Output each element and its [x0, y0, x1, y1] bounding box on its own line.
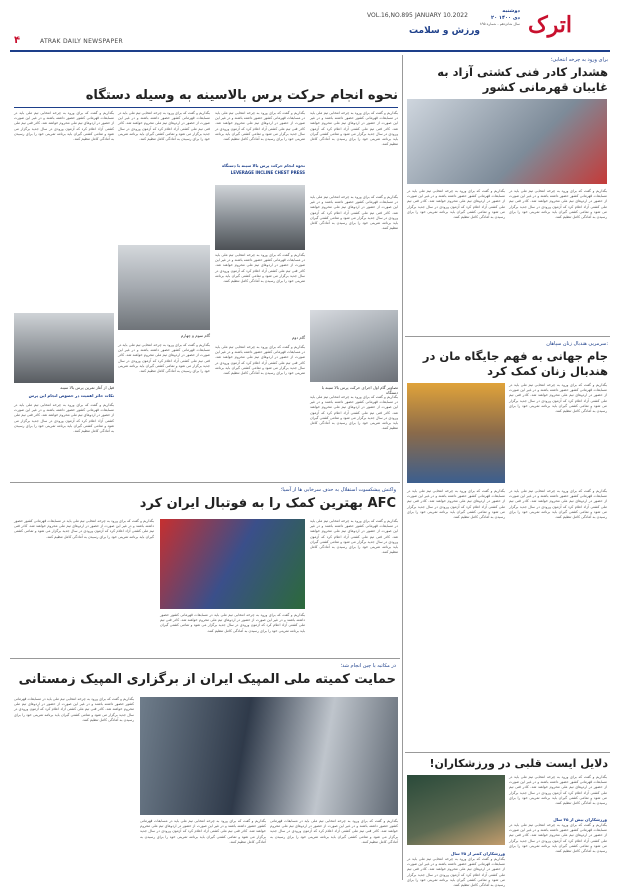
handball-photo	[407, 383, 505, 483]
photo-caption: گام دوم	[291, 335, 305, 340]
story-body: بگذاریم و گفت که برای ورود به چرخه انتخابی تیم ملی باید در مسابقات قهرمانی کشور حضور داشته باشند و در غیر این صورت از حضور در اردوهای تیم ملی محروم خواهند شد. کادر فنی تیم ملی کشتی آزاد اعلام کرد که آزمون ورودی در سال جدید برگزار می شود و تمامی کشتی گیران باید برنامه تمرینی خود را برای رسیدن به آمادگی کامل تنظیم کنند.	[509, 383, 607, 414]
story-body-3: بگذاریم و گفت که برای ورود به چرخه انتخابی تیم ملی باید در مسابقات قهرمانی کشور حضور داشته باشند و در غیر این صورت از حضور در اردوهای تیم ملی محروم خواهند شد. کادر فنی تیم ملی کشتی آزاد اعلام کرد که آزمون ورودی در سال جدید برگزار می شود و تمامی کشتی گیران باید برنامه تمرینی خود را برای رسیدن به آمادگی کامل تنظیم کنند.	[14, 519, 154, 539]
story-headline: نحوه انجام حرکت پرس بالاسینه به وسیله دستگاه	[85, 88, 398, 103]
divider	[10, 658, 400, 659]
story-kicker: در مکاتبه با چین انجام شد؛	[340, 663, 396, 669]
story-kicker: برای ورود به چرخه انتخابی؛	[550, 57, 608, 63]
wrestling-photo	[407, 99, 607, 184]
story-kicker: سرمربی هندبال زنان سپاهان:	[546, 341, 608, 347]
story-body-3: بگذاریم و گفت که برای ورود به چرخه انتخابی تیم ملی باید در مسابقات قهرمانی کشور حضور داشته باشند و در غیر این صورت از حضور در اردوهای تیم ملی محروم خواهند شد. کادر فنی تیم ملی کشتی آزاد اعلام کرد که آزمون ورودی در سال جدید برگزار می شود و تمامی کشتی گیران باید برنامه تمرینی خود را برای رسیدن به آمادگی کامل تنظیم کنند.	[407, 857, 505, 888]
olympic-photo	[140, 697, 398, 815]
story-body-2: بگذاریم و گفت که برای ورود به چرخه انتخابی تیم ملی باید در مسابقات قهرمانی کشور حضور داشته باشند و در غیر این صورت از حضور در اردوهای تیم ملی محروم خواهند شد. کادر فنی تیم ملی کشتی آزاد اعلام کرد که آزمون ورودی در سال جدید برگزار می شود و تمامی کشتی گیران باید برنامه تمرینی خود را برای رسیدن به آمادگی کامل تنظیم کنند.	[160, 613, 305, 633]
cardiac-photo	[407, 775, 505, 845]
story-olympic	[10, 661, 400, 881]
story-body-9: بگذاریم و گفت که برای ورود به چرخه انتخابی تیم ملی باید در مسابقات قهرمانی کشور حضور داشته باشند و در غیر این صورت از حضور در اردوهای تیم ملی محروم خواهند شد. کادر فنی تیم ملی کشتی آزاد اعلام کرد که آزمون ورودی در سال جدید برگزار می شود و تمامی کشتی گیران باید برنامه تمرینی خود را برای رسیدن به آمادگی کامل تنظیم کنند.	[14, 111, 114, 142]
story-body-2: بگذاریم و گفت که برای ورود به چرخه انتخابی تیم ملی باید در مسابقات قهرمانی کشور حضور داشته باشند و در غیر این صورت از حضور در اردوهای تیم ملی محروم خواهند شد. کادر فنی تیم ملی کشتی آزاد اعلام کرد که آزمون ورودی در سال جدید برگزار می شود و تمامی کشتی گیران باید برنامه تمرینی خود را برای رسیدن به آمادگی کامل تنظیم کنند.	[407, 489, 505, 520]
divider	[405, 336, 610, 337]
paper-name: ATRAK DAILY NEWSPAPER	[40, 38, 123, 45]
story-chest-press	[10, 55, 400, 480]
story-headline: حمایت کمیته ملی المپیک ایران از برگزاری المپیک زمستانی	[18, 672, 396, 687]
story-wrestling	[405, 55, 610, 335]
story-body-5: بگذاریم و گفت که برای ورود به چرخه انتخابی تیم ملی باید در مسابقات قهرمانی کشور حضور داشته باشند و در غیر این صورت از حضور در اردوهای تیم ملی محروم خواهند شد. کادر فنی تیم ملی کشتی آزاد اعلام کرد که آزمون ورودی در سال جدید برگزار می شود و تمامی کشتی گیران باید برنامه تمرینی خود را برای رسیدن به آمادگی کامل تنظیم کنند.	[215, 253, 305, 284]
story-body-3: بگذاریم و گفت که برای ورود به چرخه انتخابی تیم ملی باید در مسابقات قهرمانی کشور حضور داشته باشند و در غیر این صورت از حضور در اردوهای تیم ملی محروم خواهند شد. کادر فنی تیم ملی کشتی آزاد اعلام کرد که آزمون ورودی در سال جدید برگزار می شود و تمامی کشتی گیران باید برنامه تمرینی خود را برای رسیدن به آمادگی کامل تنظیم کنند.	[310, 395, 398, 431]
exercise-photo	[14, 313, 114, 383]
photo-caption: تصاویر گام اول اجرای حرکت پرس بالا سینه با دستگاه	[321, 385, 398, 395]
header-rule	[10, 50, 610, 52]
masthead	[0, 0, 620, 52]
story-subhead-en: LEVERAGE INCLINE CHEST PRESS	[230, 170, 305, 175]
issue-line: سال شانزدهم - شماره ۸۹۵	[479, 22, 520, 26]
story-headline: هشدار کادر فنی کشتی آزاد به غایبان قهرمانی کشور	[437, 65, 608, 94]
logo[interactable]: اترک	[527, 12, 573, 38]
story-subhead: ورزشکاران بیش از ۳۵ سال	[553, 817, 607, 822]
issue-date-fa: ۲۰ دی ۱۴۰۰	[491, 15, 520, 21]
story-subhead: ورزشکاران کمتر از ۳۵ سال	[450, 851, 505, 856]
story-body-10: بگذاریم و گفت که برای ورود به چرخه انتخابی تیم ملی باید در مسابقات قهرمانی کشور حضور داشته باشند و در غیر این صورت از حضور در اردوهای تیم ملی محروم خواهند شد. کادر فنی تیم ملی کشتی آزاد اعلام کرد که آزمون ورودی در سال جدید برگزار می شود و تمامی کشتی گیران باید برنامه تمرینی خود را برای رسیدن به آمادگی کامل تنظیم کنند.	[14, 403, 114, 434]
headline-underline	[14, 107, 398, 108]
story-handball	[405, 339, 610, 749]
story-kicker: واکنش پیشکسوت استقلال به حذف سرخابی ها از آسیا؛	[280, 487, 396, 493]
divider	[405, 752, 610, 753]
story-afc	[10, 485, 400, 655]
divider	[10, 482, 400, 483]
story-headline: جام جهانی به فهم جایگاه مان در هندبال زنان کمک کرد	[422, 349, 608, 378]
story-subhead: نحوه انجام حرکت پرس بالا سینه با دستگاه	[221, 163, 305, 168]
page-number: ۴	[14, 35, 21, 46]
exercise-photo	[310, 310, 398, 382]
issue-day: دوشنبه	[502, 8, 520, 14]
exercise-photo	[215, 185, 305, 250]
story-body-4: بگذاریم و گفت که برای ورود به چرخه انتخابی تیم ملی باید در مسابقات قهرمانی کشور حضور داشته باشند و در غیر این صورت از حضور در اردوهای تیم ملی محروم خواهند شد. کادر فنی تیم ملی کشتی آزاد اعلام کرد که آزمون ورودی در سال جدید برگزار می شود و تمامی کشتی گیران باید برنامه تمرینی خود را برای رسیدن به آمادگی کامل تنظیم کنند.	[215, 111, 305, 142]
story-body-3: بگذاریم و گفت که برای ورود به چرخه انتخابی تیم ملی باید در مسابقات قهرمانی کشور حضور داشته باشند و در غیر این صورت از حضور در اردوهای تیم ملی محروم خواهند شد. کادر فنی تیم ملی کشتی آزاد اعلام کرد که آزمون ورودی در سال جدید برگزار می شود و تمامی کشتی گیران باید برنامه تمرینی خود را برای رسیدن به آمادگی کامل تنظیم کنند.	[140, 819, 266, 844]
photo-caption: فیل از آغاز تمرین پرس بالا سینه	[60, 385, 114, 390]
column-divider	[402, 55, 403, 880]
issue-date-en: JANUARY 10.2022	[415, 12, 468, 19]
exercise-photo	[118, 245, 210, 330]
section-title: ورزش و سلامت	[408, 26, 480, 36]
football-photo	[160, 519, 305, 609]
story-body: بگذاریم و گفت که برای ورود به چرخه انتخابی تیم ملی باید در مسابقات قهرمانی کشور حضور داشته باشند و در غیر این صورت از حضور در اردوهای تیم ملی محروم خواهند شد. کادر فنی تیم ملی کشتی آزاد اعلام کرد که آزمون ورودی در سال جدید برگزار می شود و تمامی کشتی گیران باید برنامه تمرینی خود را برای رسیدن به آمادگی کامل تنظیم کنند.	[310, 111, 398, 147]
story-body-2: بگذاریم و گفت که برای ورود به چرخه انتخابی تیم ملی باید در مسابقات قهرمانی کشور حضور داشته باشند و در غیر این صورت از حضور در اردوهای تیم ملی محروم خواهند شد. کادر فنی تیم ملی کشتی آزاد اعلام کرد که آزمون ورودی در سال جدید برگزار می شود و تمامی کشتی گیران باید برنامه تمرینی خود را برای رسیدن به آمادگی کامل تنظیم کنند.	[407, 189, 505, 220]
photo-caption: گام سوم و چهارم	[180, 333, 210, 338]
story-cardiac	[405, 755, 610, 888]
story-body-6: بگذاریم و گفت که برای ورود به چرخه انتخابی تیم ملی باید در مسابقات قهرمانی کشور حضور داشته باشند و در غیر این صورت از حضور در اردوهای تیم ملی محروم خواهند شد. کادر فنی تیم ملی کشتی آزاد اعلام کرد که آزمون ورودی در سال جدید برگزار می شود و تمامی کشتی گیران باید برنامه تمرینی خود را برای رسیدن به آمادگی کامل تنظیم کنند.	[215, 345, 305, 376]
story-headline: دلایل ایست قلبی در ورزشکاران!	[429, 757, 608, 770]
story-body-8: بگذاریم و گفت که برای ورود به چرخه انتخابی تیم ملی باید در مسابقات قهرمانی کشور حضور داشته باشند و در غیر این صورت از حضور در اردوهای تیم ملی محروم خواهند شد. کادر فنی تیم ملی کشتی آزاد اعلام کرد که آزمون ورودی در سال جدید برگزار می شود و تمامی کشتی گیران باید برنامه تمرینی خود را برای رسیدن به آمادگی کامل تنظیم کنند.	[118, 343, 210, 374]
story-body-7: بگذاریم و گفت که برای ورود به چرخه انتخابی تیم ملی باید در مسابقات قهرمانی کشور حضور داشته باشند و در غیر این صورت از حضور در اردوهای تیم ملی محروم خواهند شد. کادر فنی تیم ملی کشتی آزاد اعلام کرد که آزمون ورودی در سال جدید برگزار می شود و تمامی کشتی گیران باید برنامه تمرینی خود را برای رسیدن به آمادگی کامل تنظیم کنند.	[118, 111, 210, 142]
volume-number: VOL.16,NO.895	[367, 12, 413, 19]
story-body: بگذاریم و گفت که برای ورود به چرخه انتخابی تیم ملی باید در مسابقات قهرمانی کشور حضور داشته باشند و در غیر این صورت از حضور در اردوهای تیم ملی محروم خواهند شد. کادر فنی تیم ملی کشتی آزاد اعلام کرد که آزمون ورودی در سال جدید برگزار می شود و تمامی کشتی گیران باید برنامه تمرینی خود را برای رسیدن به آمادگی کامل تنظیم کنند.	[14, 697, 134, 722]
story-body: بگذاریم و گفت که برای ورود به چرخه انتخابی تیم ملی باید در مسابقات قهرمانی کشور حضور داشته باشند و در غیر این صورت از حضور در اردوهای تیم ملی محروم خواهند شد. کادر فنی تیم ملی کشتی آزاد اعلام کرد که آزمون ورودی در سال جدید برگزار می شود و تمامی کشتی گیران باید برنامه تمرینی خود را برای رسیدن به آمادگی کامل تنظیم کنند.	[310, 519, 398, 555]
story-body-2: بگذاریم و گفت که برای ورود به چرخه انتخابی تیم ملی باید در مسابقات قهرمانی کشور حضور داشته باشند و در غیر این صورت از حضور در اردوهای تیم ملی محروم خواهند شد. کادر فنی تیم ملی کشتی آزاد اعلام کرد که آزمون ورودی در سال جدید برگزار می شود و تمامی کشتی گیران باید برنامه تمرینی خود را برای رسیدن به آمادگی کامل تنظیم کنند.	[509, 823, 607, 854]
photo-caption: تکات حائز اهمیت در خصوص انجام این پرس	[28, 393, 114, 398]
story-body-3: بگذاریم و گفت که برای ورود به چرخه انتخابی تیم ملی باید در مسابقات قهرمانی کشور حضور داشته باشند و در غیر این صورت از حضور در اردوهای تیم ملی محروم خواهند شد. کادر فنی تیم ملی کشتی آزاد اعلام کرد که آزمون ورودی در سال جدید برگزار می شود و تمامی کشتی گیران باید برنامه تمرینی خود را برای رسیدن به آمادگی کامل تنظیم کنند.	[509, 489, 607, 520]
story-body: بگذاریم و گفت که برای ورود به چرخه انتخابی تیم ملی باید در مسابقات قهرمانی کشور حضور داشته باشند و در غیر این صورت از حضور در اردوهای تیم ملی محروم خواهند شد. کادر فنی تیم ملی کشتی آزاد اعلام کرد که آزمون ورودی در سال جدید برگزار می شود و تمامی کشتی گیران باید برنامه تمرینی خود را برای رسیدن به آمادگی کامل تنظیم کنند.	[509, 189, 607, 220]
story-body-2: بگذاریم و گفت که برای ورود به چرخه انتخابی تیم ملی باید در مسابقات قهرمانی کشور حضور داشته باشند و در غیر این صورت از حضور در اردوهای تیم ملی محروم خواهند شد. کادر فنی تیم ملی کشتی آزاد اعلام کرد که آزمون ورودی در سال جدید برگزار می شود و تمامی کشتی گیران باید برنامه تمرینی خود را برای رسیدن به آمادگی کامل تنظیم کنند.	[310, 195, 398, 231]
story-body: بگذاریم و گفت که برای ورود به چرخه انتخابی تیم ملی باید در مسابقات قهرمانی کشور حضور داشته باشند و در غیر این صورت از حضور در اردوهای تیم ملی محروم خواهند شد. کادر فنی تیم ملی کشتی آزاد اعلام کرد که آزمون ورودی در سال جدید برگزار می شود و تمامی کشتی گیران باید برنامه تمرینی خود را برای رسیدن به آمادگی کامل تنظیم کنند.	[509, 775, 607, 806]
story-headline: AFC بهترین کمک را به فوتبال ایران کرد	[139, 496, 396, 511]
story-body-2: بگذاریم و گفت که برای ورود به چرخه انتخابی تیم ملی باید در مسابقات قهرمانی کشور حضور داشته باشند و در غیر این صورت از حضور در اردوهای تیم ملی محروم خواهند شد. کادر فنی تیم ملی کشتی آزاد اعلام کرد که آزمون ورودی در سال جدید برگزار می شود و تمامی کشتی گیران باید برنامه تمرینی خود را برای رسیدن به آمادگی کامل تنظیم کنند.	[270, 819, 398, 844]
